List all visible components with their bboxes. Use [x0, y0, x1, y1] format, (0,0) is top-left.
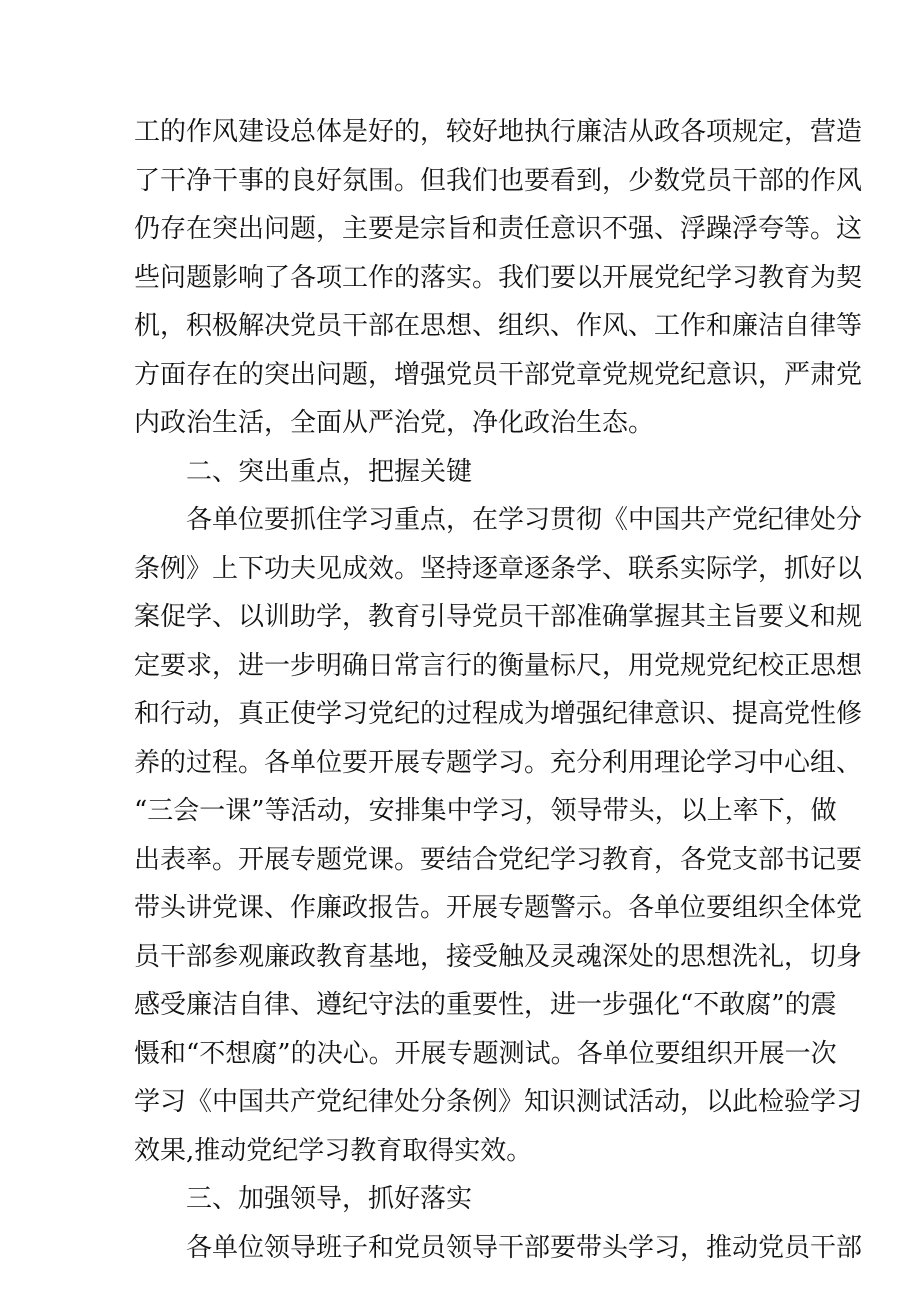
text-line: 定要求，进一步明确日常言行的衡量标尺，用党规党纪校正思想 [134, 650, 863, 681]
text-line: 学习《中国共产党纪律处分条例》知识测试活动，以此检验学习 [134, 1087, 863, 1117]
text-line: 和行动，真正使学习党纪的过程成为增强纪律意识、提高党性修 [134, 699, 863, 729]
text-line: 方面存在的突出问题，增强党员干部党章党规党纪意识，严肃党 [134, 359, 863, 390]
text-line: 了干净干事的良好氛围。但我们也要看到，少数党员干部的作风 [134, 165, 863, 196]
text-line: 各单位领导班子和党员领导干部要带头学习，推动党员干部 [186, 1232, 863, 1263]
text-line: “三会一课”等活动，安排集中学习，领导带头，以上率下，做 [134, 796, 837, 826]
text-line: 效果,推动党纪学习教育取得实效。 [134, 1135, 533, 1166]
text-line: 感受廉洁自律、遵纪守法的重要性，进一步强化“不敢腐”的震 [134, 990, 837, 1020]
text-line: 带头讲党课、作廉政报告。开展专题警示。各单位要组织全体党 [134, 893, 863, 923]
text-line: 各单位要抓住学习重点，在学习贯彻《中国共产党纪律处分 [186, 505, 863, 535]
text-line: 案促学、以训助学，教育引导党员干部准确掌握其主旨要义和规 [134, 602, 863, 632]
text-line: 条例》上下功夫见成效。坚持逐章逐条学、联系实际学，抓好以 [134, 553, 863, 584]
text-line: 出表率。开展专题党课。要结合党纪学习教育，各党支部书记要 [134, 844, 863, 875]
text-line: 养的过程。各单位要开展专题学习。充分利用理论学习中心组、 [134, 747, 863, 778]
text-line: 机，积极解决党员干部在思想、组织、作风、工作和廉洁自律等 [134, 311, 863, 341]
text-line: 慑和“不想腐”的决心。开展专题测试。各单位要组织开展一次 [134, 1038, 837, 1069]
text-line: 工的作风建设总体是好的，较好地执行廉洁从政各项规定，营造 [134, 117, 863, 147]
text-line: 仍存在突出问题，主要是宗旨和责任意识不强、浮躁浮夸等。这 [134, 214, 863, 244]
text-line: 些问题影响了各项工作的落实。我们要以开展党纪学习教育为契 [134, 262, 863, 293]
paragraph-3 [134, 1224, 863, 1273]
paragraph-1 [134, 108, 863, 448]
paragraph-2 [134, 496, 863, 1175]
section-heading-2: 二、突出重点，把握关键 [186, 456, 473, 487]
section-heading-3: 三、加强领导，抓好落实 [186, 1184, 473, 1214]
text-line: 内政治生活，全面从严治党，净化政治生态。 [134, 408, 655, 438]
text-line: 员干部参观廉政教育基地，接受触及灵魂深处的思想洗礼，切身 [134, 941, 863, 972]
